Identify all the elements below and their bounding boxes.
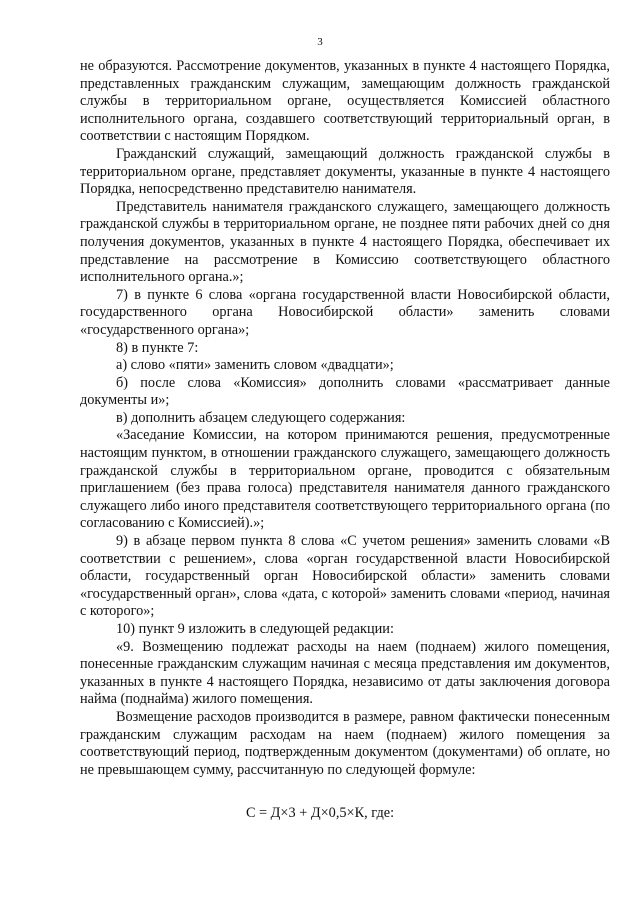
paragraph-clause-9: «9. Возмещению подлежат расходы на наем (поднаем) жилого помещения, понесенные гражданским служащим начиная с месяца представления им документов, указанных в пункте 4 настоящего Порядка, независимо от даты заключения договора найма (поднайма) жилого помещения. xyxy=(80,638,610,708)
paragraph-item-8: 8) в пункте 7: xyxy=(116,339,199,356)
paragraph-item-10: 10) пункт 9 изложить в следующей редакции: xyxy=(116,621,394,637)
paragraph-reimbursement: Возмещение расходов производится в размере, равном фактически понесенным гражданским служащим расходам на наем (поднаем) жилого помещения за соответствующий период, подтвержденным документом (документами) об оплате, но не превышающем сумму, рассчитанную по следующей формуле: xyxy=(80,708,610,778)
paragraph-commission-meeting: «Заседание Комиссии, на котором принимаются решения, предусмотренные настоящим пунктом, в отношении гражданского служащего, замещающего должность гражданской службы в территориальном органе, проводится с обязательным приглашением (без права голоса) представителя нанимателя данного гражданского служащего либо иного представителя соответствующего территориального органа (по согласованию с Комиссией).»; xyxy=(80,427,610,532)
paragraph-item-8a: а) слово «пяти» заменить словом «двадцати»; xyxy=(116,357,394,374)
paragraph-civil-servant-documents: Гражданский служащий, замещающий должность гражданской службы в территориальном органе, представляет документы, указанные в пункте 4 настоящего Порядка, непосредственно представителю нанимателя. xyxy=(80,145,610,198)
paragraph-item-9: 9) в абзаце первом пункта 8 слова «С учетом решения» заменить словами «В соответствии с решением», слова «орган государственной власти Новосибирской области, государственный орган Новосибирской области» заменить словами «государственный орган», слова «дата, с которой» заменить словами «период, начиная с которого»; xyxy=(80,533,610,620)
page-number: 3 xyxy=(317,36,323,48)
formula: С = Д×3 + Д×0,5×К, где: xyxy=(245,805,395,821)
paragraph-item-8v: в) дополнить абзацем следующего содержания: xyxy=(116,409,406,426)
paragraph-item-8b: б) после слова «Комиссия» дополнить словами «рассматривает данные документы и»; xyxy=(80,374,610,409)
paragraph-employer-representative: Представитель нанимателя гражданского служащего, замещающего должность гражданской службы в территориальном органе, не позднее пяти рабочих дней со дня получения документов, указанных в пункте 4 настоящего Порядка, обеспечивает их представление на рассмотрение в Комиссию соответствующего областного исполнительного органа.»; xyxy=(80,198,610,286)
paragraph-item-7: 7) в пункте 6 слова «органа государственной власти Новосибирской области, государственного органа Новосибирской области» заменить словами «государственного органа»; xyxy=(80,286,610,338)
document-body xyxy=(80,58,610,779)
paragraph-continuation: не образуются. Рассмотрение документов, указанных в пункте 4 настоящего Порядка, представленных гражданским служащим, замещающим должность гражданской службы в территориальном органе, осуществляется Комиссией областного исполнительного органа, создавшего соответствующий территориальный орган, в соответствии с настоящим Порядком. xyxy=(80,58,610,145)
